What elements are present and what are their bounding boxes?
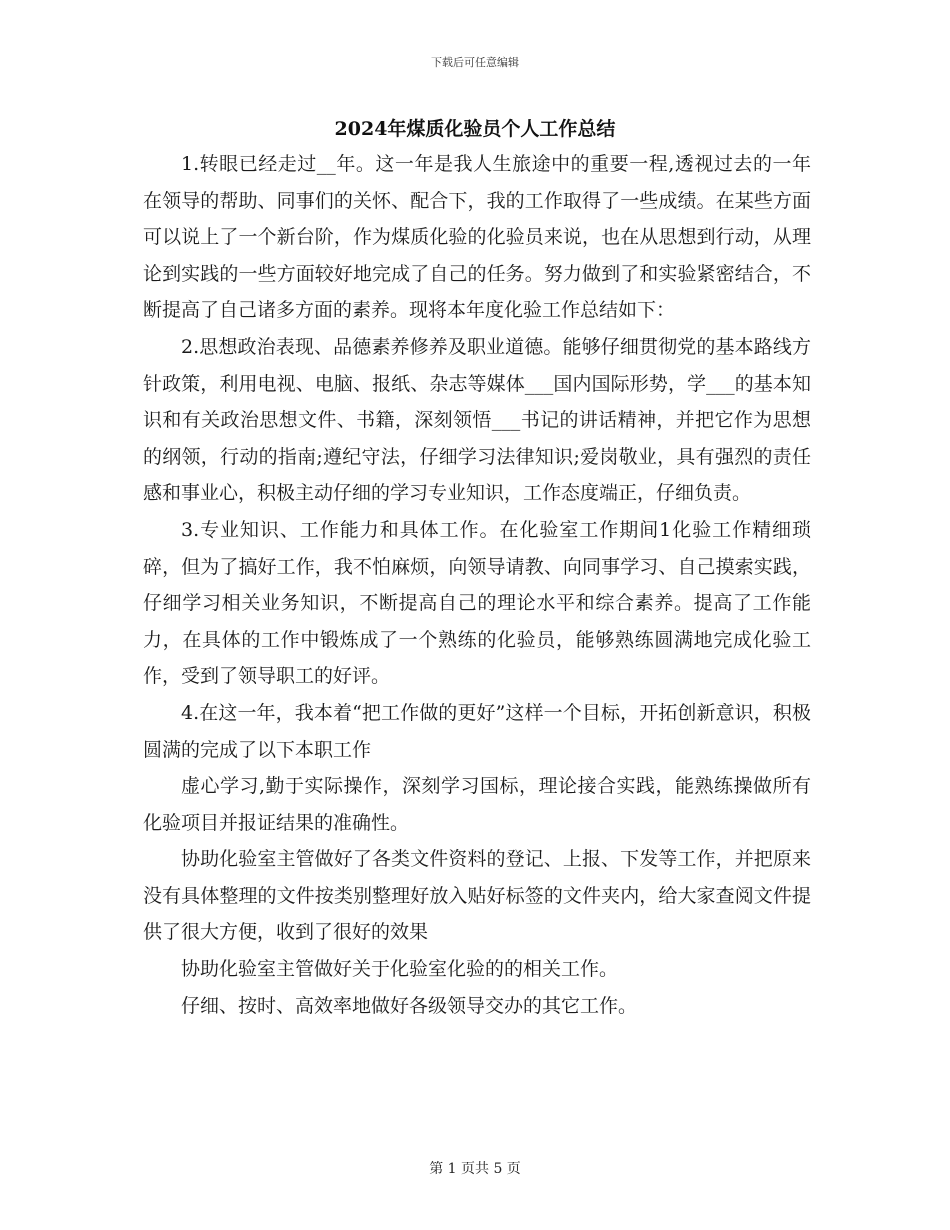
document-body: [143, 146, 811, 1024]
paragraph-6: 协助化验室主管做好了各类文件资料的登记、上报、下发等工作，并把原来没有具体整理的文件按类别整理好放入贴好标签的文件夹内，给大家查阅文件提供了很大方便，收到了很好的效果: [143, 848, 811, 944]
paragraph-1: 1.转眼已经走过__年。这一年是我人生旅途中的重要一程,透视过去的一年在领导的帮助、同事们的关怀、配合下，我的工作取得了一些成绩。在某些方面可以说上了一个新台阶，作为煤质化验的化验员来说，也在从思想到行动，从理论到实践的一些方面较好地完成了自己的任务。努力做到了和实验紧密结合，不断提高了自己诸多方面的素养。现将本年度化验工作总结如下：: [143, 153, 811, 322]
paragraph-2: 2.思想政治表现、品德素养修养及职业道德。能够仔细贯彻党的基本路线方针政策，利用电视、电脑、报纸、杂志等媒体___国内国际形势，学___的基本知识和有关政治思想文件、书籍，深刻领悟___书记的讲话精神，并把它作为思想的纲领，行动的指南;遵纪守法，仔细学习法律知识;爱岗敬业，具有强烈的责任感和事业心，积极主动仔细的学习专业知识，工作态度端正，仔细负责。: [143, 335, 811, 505]
paragraph-7: 协助化验室主管做好关于化验室化验的的相关工作。: [181, 958, 619, 981]
paragraph-3: 3.专业知识、工作能力和具体工作。在化验室工作期间1化验工作精细琐碎，但为了搞好工作，我不怕麻烦，向领导请教、向同事学习、自己摸索实践，仔细学习相关业务知识，不断提高自己的理论水平和综合素养。提高了工作能力，在具体的工作中锻炼成了一个熟练的化验员，能够熟练圆满地完成化验工作，受到了领导职工的好评。: [143, 518, 811, 688]
paragraph-4: 4.在这一年，我本着“把工作做的更好”这样一个目标，开拓创新意识，积极圆满的完成了以下本职工作: [143, 701, 811, 761]
paragraph-8: 仔细、按时、高效率地做好各级领导交办的其它工作。: [181, 994, 638, 1017]
page-footer: 第 1 页共 5 页: [429, 1161, 521, 1177]
document-title: 2024年煤质化验员个人工作总结: [334, 118, 616, 140]
page-header: 下载后可任意编辑: [431, 56, 519, 69]
paragraph-5: 虚心学习,勤于实际操作，深刻学习国标，理论接合实践，能熟练操做所有化验项目并报证结果的准确性。: [143, 775, 811, 834]
